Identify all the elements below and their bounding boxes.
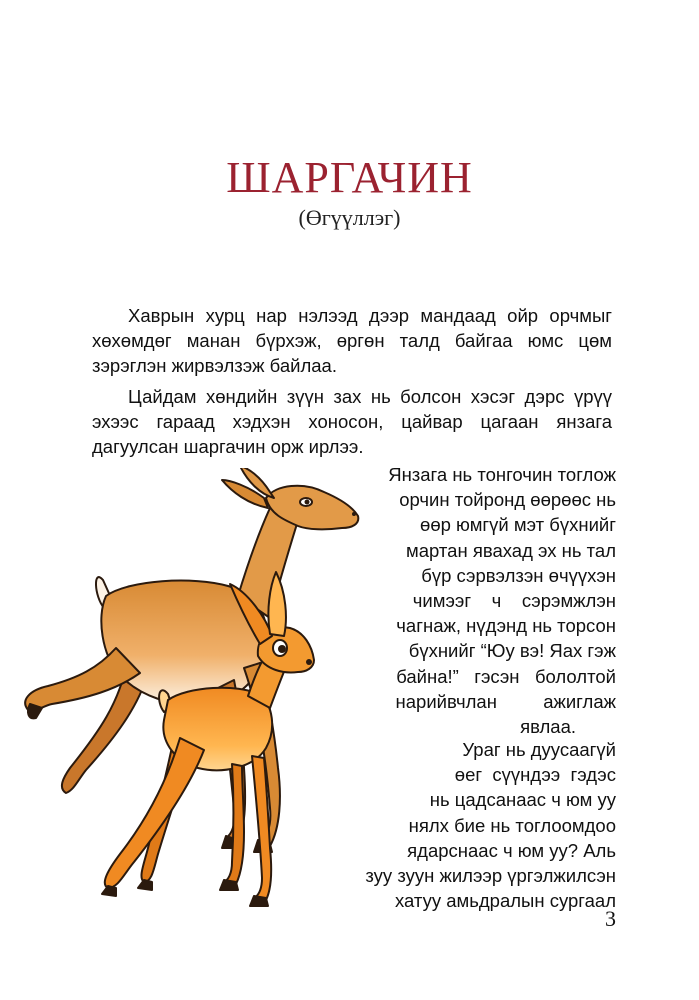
paragraph-4: [351, 737, 616, 913]
text-line: Хаврын хурц нар нэлээд дээр мандаад ойр орчмыг: [128, 305, 612, 326]
text-line: Цайдам хөндийн зүүн зах нь болсон хэсэг дэрс үрүү: [128, 386, 612, 407]
text-line: бүхнийг “Юу вэ! Яах гэж: [408, 640, 616, 662]
text-line: орчин тойронд өөрөөс нь: [399, 489, 616, 511]
text-line: дагуулсан шаргачин орж ирлээ.: [92, 436, 364, 457]
paragraph-3: [351, 462, 616, 739]
text-line: өег сүүндээ гэдэс: [454, 764, 616, 786]
text-line: явлаа.: [520, 716, 576, 738]
text-line: зуу зуун жилээр үргэлжилсэн: [365, 865, 616, 887]
paragraph-1: [92, 303, 612, 378]
text-line: зэрэглэн жирвэлзэж байлаа.: [92, 355, 337, 376]
text-line: нь цадсанаас ч юм уу: [429, 789, 616, 811]
text-line: байна!” гэсэн бололтой: [396, 665, 616, 687]
page-title: ШАРГАЧИН: [226, 153, 473, 202]
page-subtitle: (Өгүүллэг): [298, 205, 401, 230]
text-line: чимээг ч сэрэмжлэн: [412, 590, 616, 612]
text-line: чагнаж, нүдэнд нь торсон: [396, 615, 616, 637]
gazelle-with-fawn-illustration: [8, 468, 368, 938]
page-number: 3: [605, 906, 616, 931]
text-line: Ураг нь дуусаагүй: [462, 739, 616, 760]
text-line: хөхөмдөг манан бүрхэж, өргөн талд байгаа юмс цөм: [92, 330, 612, 351]
text-line: ядарснаас ч юм уу? Аль: [407, 839, 616, 861]
text-line: хатуу амьдралын сургаал: [394, 890, 616, 912]
text-line: эхээс гараад хэдхэн хоносон, цайвар цагаан янзага: [92, 411, 612, 432]
text-line: нялх бие нь тоглоомдоо: [408, 814, 616, 836]
text-line: нарийвчлан ажиглаж: [395, 690, 616, 712]
paragraph-2: [92, 384, 612, 459]
text-line: бүр сэрвэлзэн өчүүхэн: [421, 564, 616, 586]
text-line: мартан явахад эх нь тал: [406, 539, 616, 561]
text-line: өөр юмгүй мэт бүхнийг: [420, 514, 616, 536]
text-line: Янзага нь тонгочин тоглож: [388, 464, 616, 485]
